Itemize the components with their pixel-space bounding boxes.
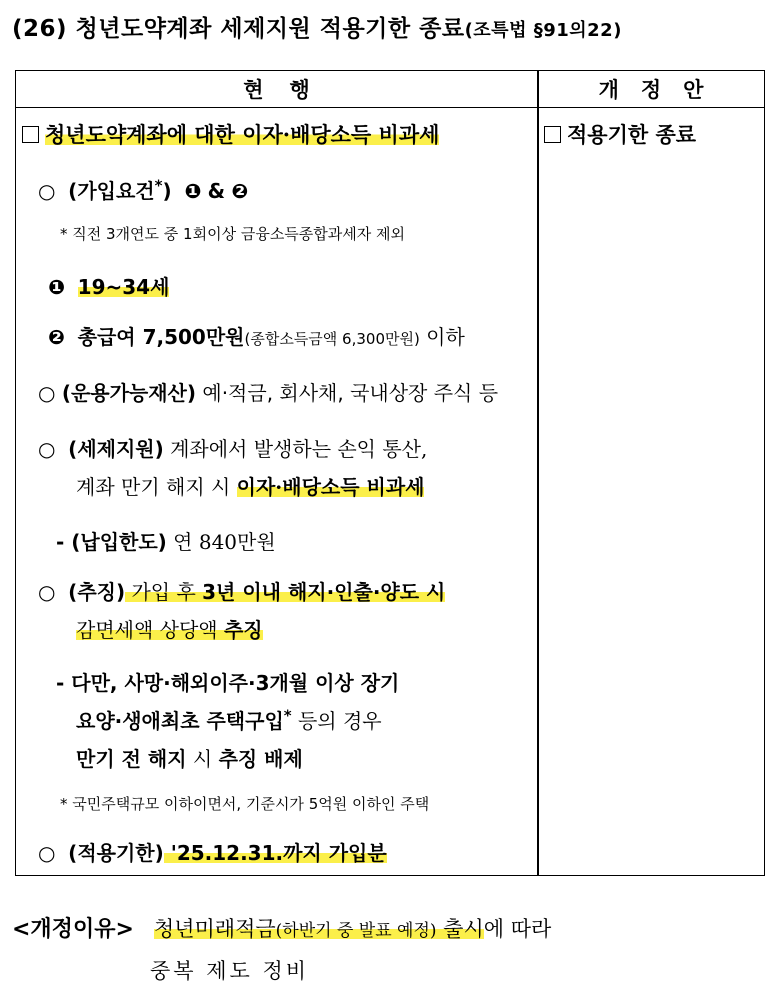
exception-line1: - 다만, 사망·해외이주·3개월 이상 장기 <box>56 671 400 695</box>
bullet-circle-icon: ○ <box>38 179 56 203</box>
age-requirement: ❶ 19~34세 <box>48 275 170 299</box>
pay-requirement: ❷ 총급여 7,500만원(종합소득금액 6,300만원) 이하 <box>48 325 465 349</box>
current-heading: 청년도약계좌에 대한 이자·배당소득 비과세 <box>22 119 439 149</box>
eligible-assets: ○ (운용가능재산) 예·적금, 회사채, 국내상장 주식 등 <box>38 381 499 405</box>
join-note: * 직전 3개연도 중 1회이상 금융소득종합과세자 제외 <box>60 225 405 243</box>
number-2-icon: ❷ <box>231 179 249 203</box>
bullet-circle-icon: ○ <box>38 437 56 461</box>
revision-reason-line2: 중복 제도 정비 <box>150 959 310 983</box>
recapture: ○ (추징) 가입 후 3년 이내 해지·인출·양도 시 <box>38 580 446 604</box>
revision-reason: <개정이유> 청년미래적금(하반기 중 발표 예정) 출시에 따라 <box>12 917 552 942</box>
join-requirements: ○ (가입요건*) ❶ & ❷ <box>38 176 249 203</box>
bullet-circle-icon: ○ <box>38 580 56 604</box>
exception-note: * 국민주택규모 이하이면서, 기준시가 5억원 이하인 주택 <box>60 795 430 813</box>
number-1-icon: ❶ <box>48 275 65 299</box>
title-main: (26) 청년도약계좌 세제지원 적용기한 종료 <box>12 16 465 42</box>
payment-limit: - (납입한도) 연 840만원 <box>56 530 276 554</box>
number-2-icon: ❷ <box>48 325 65 349</box>
bullet-circle-icon: ○ <box>38 381 56 405</box>
bullet-circle-icon: ○ <box>38 841 56 865</box>
tax-support: ○ (세제지원) 계좌에서 발생하는 손익 통산, <box>38 437 428 461</box>
exception-line3: 만기 전 해지 시 추징 배제 <box>76 747 303 771</box>
revised-item: 적용기한 종료 <box>544 119 696 149</box>
reason-tag: <개정이유> <box>12 917 134 942</box>
column-divider <box>537 71 539 875</box>
checkbox-icon <box>544 126 561 143</box>
title-law-ref: (조특법 §91의22) <box>464 20 622 41</box>
page-title <box>12 10 622 43</box>
comparison-table <box>15 70 765 876</box>
header-revised: 개정안 <box>538 71 764 108</box>
tax-support-line2: 계좌 만기 해지 시 이자·배당소득 비과세 <box>76 475 425 499</box>
exception-line2: 요양·생애최초 주택구입* 등의 경우 <box>76 706 382 733</box>
application-period: ○ (적용기한) '25.12.31.까지 가입분 <box>38 841 387 865</box>
checkbox-icon <box>22 126 39 143</box>
header-current: 현행 <box>16 71 538 108</box>
recapture-line2: 감면세액 상당액 추징 <box>76 618 263 642</box>
number-1-icon: ❶ <box>184 179 202 203</box>
